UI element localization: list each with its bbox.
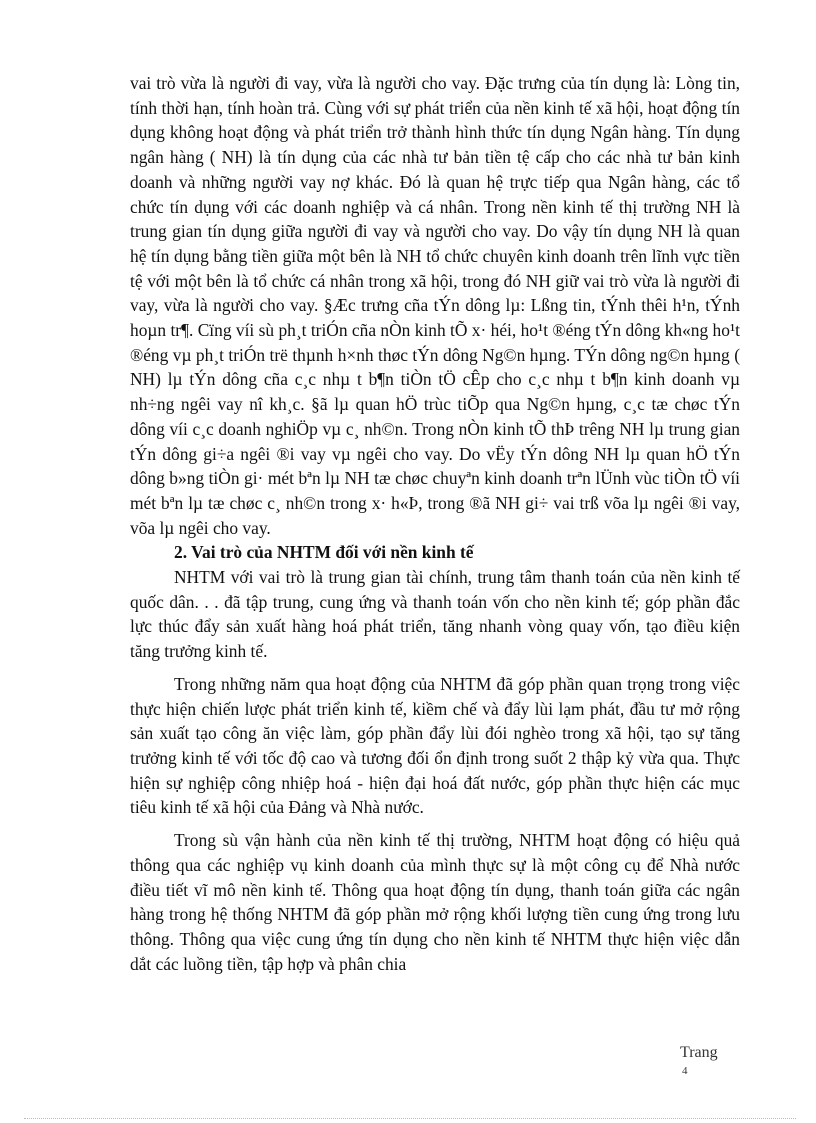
document-body <box>130 71 740 976</box>
paragraph: Trong những năm qua hoạt động của NHTM đã góp phần quan trọng trong việc thực hiện chiến lược phát triển kinh tế, kiềm chế và đẩy lùi lạm phát, đầu tư mở rộng sản xuất tạo công ăn việc làm, góp phần đẩy lùi đói nghèo trong xã hội, tạo sự tăng trưởng kinh tế với tốc độ cao và tương đối ổn định trong suốt 2 thập kỷ vừa qua. Thực hiện sự nghiệp công nhiệp hoá - hiện đại hoá đất nước, góp phần thực hiện các mục tiêu kinh tế xã hội của Đảng và Nhà nước. <box>130 673 740 818</box>
section-heading: 2. Vai trò của NHTM đối với nền kinh tế <box>174 542 474 563</box>
page-number: 4 <box>682 1065 688 1077</box>
paragraph: vai trò vừa là người đi vay, vừa là người cho vay. Đặc trưng của tín dụng là: Lòng tin, tính thời hạn, tính hoàn trả. Cùng với sự phát triển của nền kinh tế xã hội, hoạt động tín dụng không hoạt động và phát triển trở thành hình thức tín dụng Ngân hàng. Tín dụng ngân hàng ( NH) là tín dụng của các nhà tư bản tiền tệ cấp cho các nhà tư bản kinh doanh và những người vay nợ khác. Đó là quan hệ trực tiếp qua Ngân hàng, các tổ chức tín dụng với các doanh nghiệp và cá nhân. Trong nền kinh tế thị trường NH là trung gian tín dụng giữa người đi vay và người cho vay. Do vậy tín dụng NH là quan hệ tín dụng bằng tiền giữa một bên là NH tổ chức chuyên kinh doanh trên lĩnh vực tiền tệ với một bên là tổ chức cá nhân trong xã hội, trong đó NH giữ vai trò vừa là người đi vay, vừa là người cho vay. §Æc trưng cña tÝn dông lµ: Lßng tin, tÝnh thêi h¹n, tÝnh hoµn tr¶. Cïng víi sù ph¸t triÓn cña nÒn kinh tÕ x· héi, ho¹t ®éng tÝn dông kh«ng ho¹t ®éng vµ ph¸t triÓn trë thµnh h×nh thøc tÝn dông Ng©n hµng. TÝn dông ng©n hµng ( NH) lµ tÝn dông cña c¸c nhµ t b¶n tiÒn tÖ cÊp cho c¸c nhµ t b¶n kinh doanh vµ nh÷ng ngêi vay nî kh¸c. §ã lµ quan hÖ trùc tiÕp qua Ng©n hµng, c¸c tæ chøc tÝn dông víi c¸c doanh nghiÖp vµ c¸ nh©n. Trong nÒn kinh tÕ thÞ trêng NH lµ trung gian tÝn dông gi÷a ngêi ®i vay vµ ngêi cho vay. Do vËy tÝn dông NH lµ quan hÖ tÝn dông b»ng tiÒn gi· mét bªn lµ NH tæ chøc chuyªn kinh doanh trªn lÜnh vùc tiÒn tÖ víi mét bªn lµ tæ chøc c¸ nh©n trong x· h«Þ, trong ®ã NH gi÷ vai trß võa lµ ngêi ®i vay, võa lµ ngêi cho vay. <box>130 73 740 538</box>
page-bottom-divider <box>24 1118 796 1119</box>
page-footer <box>680 1044 740 1080</box>
footer-label: Trang <box>680 1044 718 1061</box>
paragraph: Trong sù vận hành của nền kinh tế thị trường, NHTM hoạt động có hiệu quả thông qua các nghiệp vụ kinh doanh của mình thực sự là một công cụ để Nhà nước điều tiết vĩ mô nền kinh tế. Thông qua hoạt động tín dụng, thanh toán giữa các ngân hàng trong hệ thống NHTM đã góp phần mở rộng khối lượng tiền cung ứng trong lưu thông. Thông qua việc cung ứng tín dụng cho nền kinh tế NHTM thực hiện việc dẫn dắt các luồng tiền, tập hợp và phân chia <box>130 830 740 974</box>
paragraph: NHTM với vai trò là trung gian tài chính, trung tâm thanh toán của nền kinh tế quốc dân. . . đã tập trung, cung ứng và thanh toán vốn cho nền kinh tế; góp phần đắc lực thúc đẩy sản xuất hàng hoá phát triển, tăng nhanh vòng quay vốn, tạo điều kiện tăng trưởng kinh tế. <box>130 567 740 662</box>
